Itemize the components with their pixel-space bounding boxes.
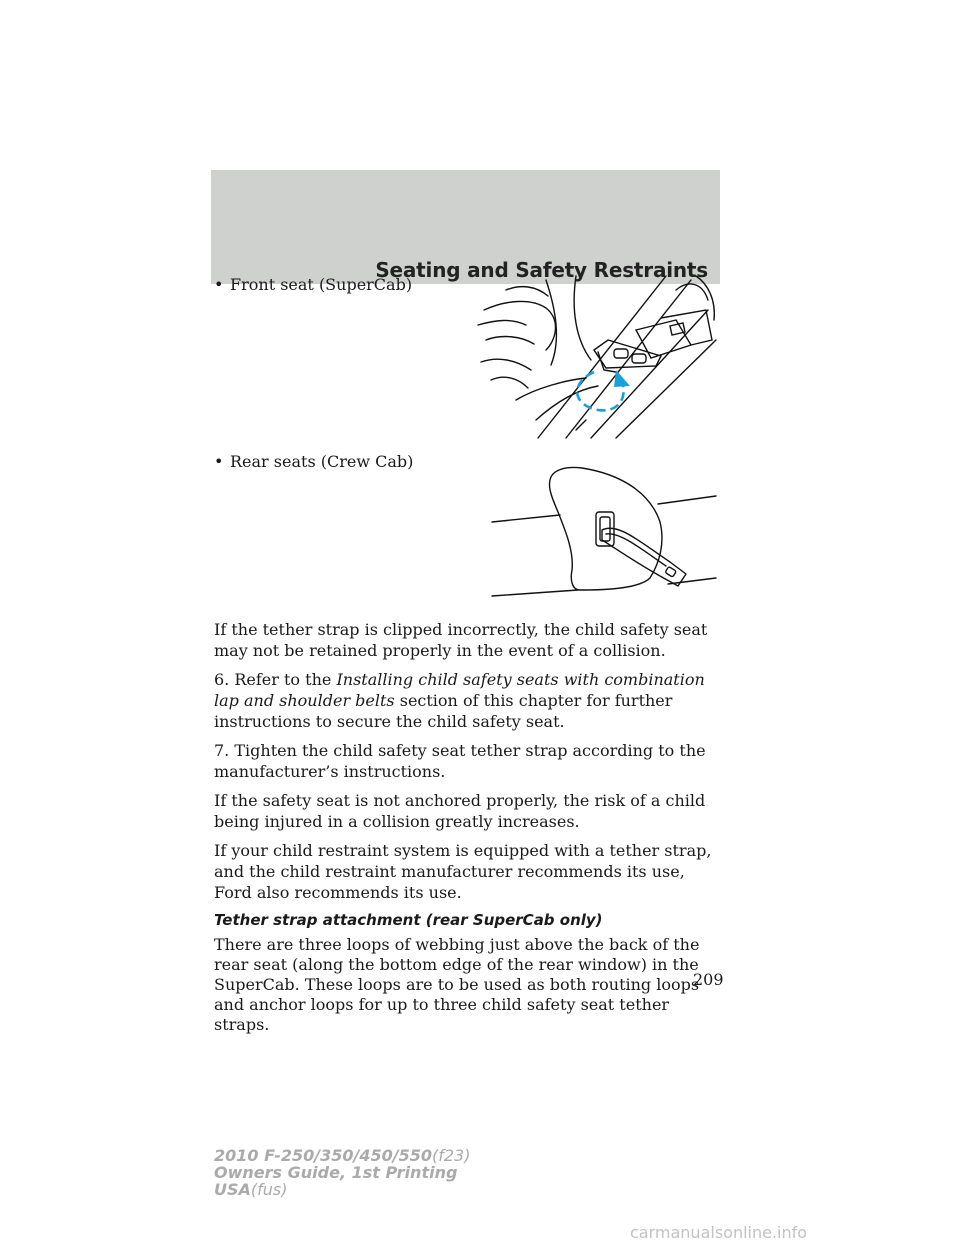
paragraph-webbing-loops: There are three loops of webbing just above the back of the rear seat (along the bottom edge of the rear window) in the SuperCab. These loops are to be used as both routing loops and anchor loops for up to three child safety seat tether straps. [214,935,700,1034]
paragraph-clip-warning: If the tether strap is clipped incorrectly, the child safety seat may not be retained properly in the event of a collision. [214,620,708,660]
bullet-dot: • [214,452,224,471]
paragraph-anchor-risk: If the safety seat is not anchored properly, the risk of a child being injured in a collision greatly increases. [214,791,706,831]
footer-model-code: (f23) [432,1146,471,1165]
bullet-label: Rear seats (Crew Cab) [230,452,414,471]
footer-region-code: (fus) [250,1180,288,1199]
section-title: Seating and Safety Restraints [375,258,708,282]
step-6-reference: Installing child safety seats with combination lap and shoulder belts [214,670,705,710]
bullet-front-seat [214,274,412,295]
document-footer [214,1147,470,1198]
section-header-band [211,170,720,284]
bullet-label: Front seat (SuperCab) [230,275,413,294]
paragraph-step-7: 7. Tighten the child safety seat tether strap according to the manufacturer’s instructions. [214,741,706,781]
watermark: carmanualsonline.info [630,1223,808,1242]
step-6-prefix: 6. Refer to the [214,670,337,689]
paragraph-step-6 [214,669,726,732]
footer-region: USA [214,1180,251,1199]
page-number: 209 [693,970,724,989]
step-6-suffix: section of this chapter for further instructions to secure the child safety seat. [214,691,673,731]
front-seat-illustration [476,270,720,440]
footer-line-3 [214,1181,470,1198]
footer-line-1 [214,1147,470,1164]
paragraph-tether-recommendation: If your child restraint system is equipped with a tether strap, and the child restraint manufacturer recommends its use, Ford also recommends its use. [214,841,712,902]
footer-model: 2010 F-250/350/450/550 [214,1146,432,1165]
bullet-rear-seats [214,451,413,472]
subheading-tether-attachment: Tether strap attachment (rear SuperCab only) [214,911,603,929]
rear-seat-illustration [490,462,718,602]
footer-line-2: Owners Guide, 1st Printing [214,1163,458,1182]
bullet-dot: • [214,275,224,294]
